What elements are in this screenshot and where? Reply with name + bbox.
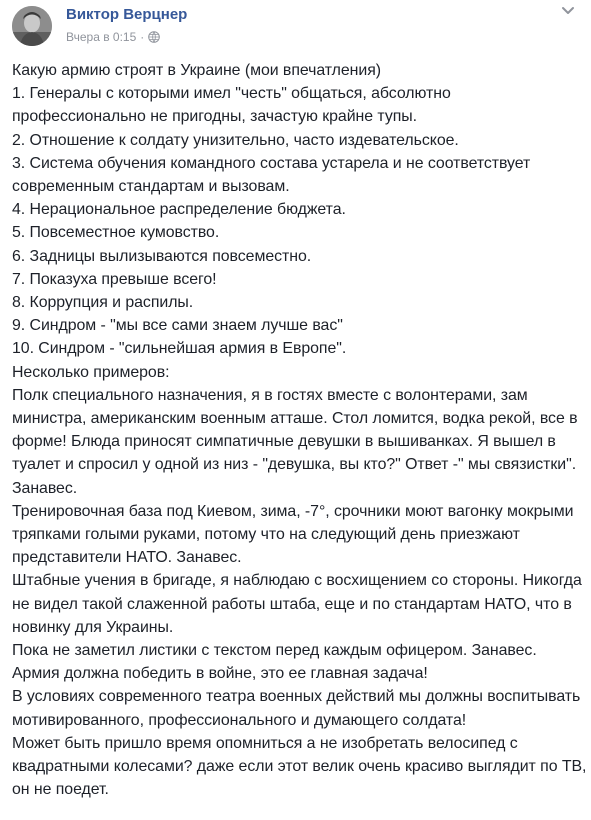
post-timestamp[interactable]: Вчера в 0:15 (66, 30, 137, 44)
post-meta (66, 29, 160, 45)
meta-separator: · (140, 30, 145, 44)
post-line: Может быть пришло время опомниться а не изобретать велосипед с квадратными колесами? даже если этот велик очень красиво выглядит по ТВ, он не поедет. (12, 734, 587, 799)
post-line: Какую армию строят в Украине (мои впечатления) (12, 62, 382, 79)
post-line: 8. Коррупция и распилы. (12, 294, 194, 312)
post-line: 10. Синдром - "сильнейшая армия в Европе". (12, 340, 347, 358)
post-line: 6. Задницы вылизываются повсеместно. (12, 247, 312, 265)
post-line: 9. Синдром - "мы все сами знаем лучше вас" (12, 317, 343, 335)
post-line: Штабные учения в бригаде, я наблюдаю с восхищением со стороны. Никогда не видел такой слаженной работы штаба, еще и по стандартам НАТО, что в новинку для Украины. (12, 572, 582, 636)
avatar-image (12, 6, 52, 46)
post-line: Несколько примеров: (12, 363, 170, 381)
post-line: 2. Отношение к солдату унизительно, часто издевательское. (12, 131, 459, 149)
chevron-down-icon[interactable] (561, 6, 575, 16)
post-line: 4. Нерациональное распределение бюджета. (12, 201, 346, 219)
avatar[interactable] (12, 6, 52, 46)
post-line: Армия должна победить в войне, это ее главная задача! (12, 665, 428, 683)
post-line: 7. Показуха превыше всего! (12, 270, 217, 288)
post-header (12, 6, 579, 50)
post-line: Пока не заметил листики с текстом перед каждым офицером. Занавес. (12, 642, 537, 660)
globe-icon[interactable] (148, 31, 160, 43)
post-line: Тренировочная база под Киевом, зима, -7°, срочники моют вагонку мокрыми тряпками голыми руками, потому что на следующий день приезжают представители НАТО. Занавес. (12, 502, 574, 567)
post-line: 5. Повсеместное кумовство. (12, 224, 220, 242)
post-line: Полк специального назначения, я в гостях вместе с волонтерами, зам министра, американским военным атташе. Стол ломится, водка рекой, все в форме! Блюда приносят симпатичные девушки в вышиванках. Я вышел в туалет и спросил у одной из низ - "девушка, вы кто?" Ответ -" мы связистки". Занавес. (12, 386, 578, 497)
post-text (12, 59, 587, 802)
author-name[interactable]: Виктор Верцнер (66, 6, 188, 23)
post-line: 3. Система обучения командного состава устарела и не соответствует современным стандартам и вызовам. (12, 154, 531, 196)
post-line: В условиях современного театра военных действий мы должны воспитывать мотивированного, профессионального и думающего солдата! (12, 688, 581, 729)
post-line: 1. Генералы с которыми имел "честь" общаться, абсолютно профессионально не пригодны, зачастую крайне тупы. (12, 85, 451, 126)
